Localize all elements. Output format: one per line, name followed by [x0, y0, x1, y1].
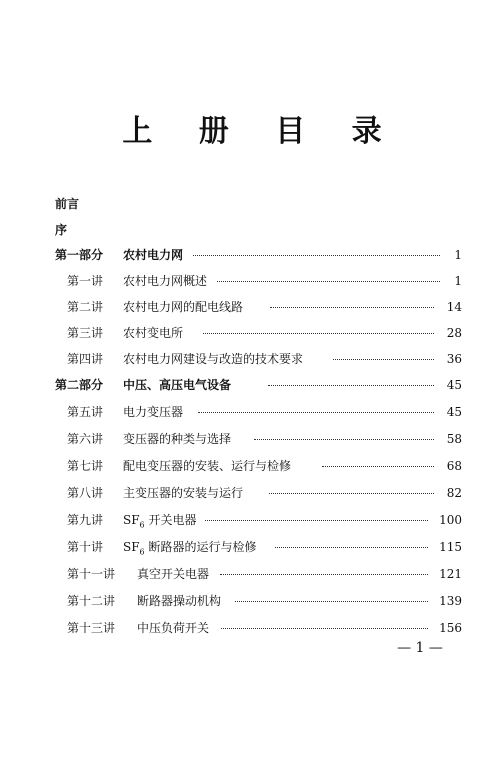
footer-page-number: — 1 — — [397, 640, 443, 656]
toc-leader — [193, 255, 440, 256]
toc-leader — [269, 493, 434, 494]
toc-number: 第十三讲 — [67, 621, 116, 635]
toc-number: 第五讲 — [67, 405, 104, 419]
toc-leader — [217, 281, 440, 282]
toc-lecture-11[interactable] — [0, 566, 504, 582]
toc-label-prefix: SF — [123, 540, 140, 554]
toc-label: 农村电力网的配电线路 — [123, 300, 244, 314]
toc-page: 45 — [446, 378, 462, 392]
toc-label: 农村变电所 — [123, 326, 184, 340]
toc-label: 主变压器的安装与运行 — [123, 486, 244, 500]
toc-label: 农村电力网建设与改造的技术要求 — [123, 352, 304, 366]
toc-part-1[interactable] — [0, 247, 504, 263]
toc-page: 58 — [446, 432, 462, 446]
toc-leader — [322, 466, 434, 467]
toc-leader — [333, 359, 434, 360]
toc-leader — [203, 333, 434, 334]
toc-front-preface: 前言 — [55, 197, 80, 211]
toc-leader — [270, 307, 434, 308]
toc-lecture-9[interactable] — [0, 512, 504, 528]
toc-label-rest: 断路器的运行与检修 — [144, 540, 257, 554]
toc-number: 第九讲 — [67, 513, 104, 527]
toc-label-prefix: SF — [123, 513, 140, 527]
toc-lecture-2[interactable] — [0, 299, 504, 315]
toc-page: 1 — [454, 248, 462, 262]
toc-number: 第十讲 — [67, 540, 104, 554]
toc-lecture-4[interactable] — [0, 351, 504, 367]
toc-label: 农村电力网概述 — [123, 274, 208, 288]
toc-page: 121 — [439, 567, 462, 581]
toc-page: 45 — [446, 405, 462, 419]
toc-page: 156 — [439, 621, 462, 635]
toc-lecture-12[interactable] — [0, 593, 504, 609]
toc-leader — [235, 601, 428, 602]
toc-lecture-3[interactable] — [0, 325, 504, 341]
toc-leader — [220, 574, 428, 575]
toc-page: 28 — [446, 326, 462, 340]
toc-label: 变压器的种类与选择 — [123, 432, 232, 446]
toc-page: 36 — [446, 352, 462, 366]
toc-number: 第六讲 — [67, 432, 104, 446]
toc-lecture-10[interactable] — [0, 539, 504, 555]
toc-label: 中压负荷开关 — [137, 621, 210, 635]
page-title: 上 册 目 录 — [122, 114, 400, 149]
toc-number: 第一讲 — [67, 274, 104, 288]
toc-lecture-13[interactable] — [0, 620, 504, 636]
toc-leader — [275, 547, 428, 548]
toc-page: 139 — [439, 594, 462, 608]
toc-leader — [254, 439, 434, 440]
toc-leader — [221, 628, 428, 629]
toc-label — [123, 512, 196, 533]
toc-number: 第八讲 — [67, 486, 104, 500]
toc-number: 第二讲 — [67, 300, 104, 314]
toc-number: 第十一讲 — [67, 567, 116, 581]
toc-lecture-1[interactable] — [0, 273, 504, 289]
toc-part-2[interactable] — [0, 377, 504, 393]
toc-page: 115 — [439, 540, 462, 554]
toc-page: 14 — [446, 300, 462, 314]
toc-number: 第二部分 — [55, 378, 104, 392]
toc-leader — [205, 520, 428, 521]
toc-label: 农村电力网 — [123, 248, 184, 262]
toc-lecture-7[interactable] — [0, 458, 504, 474]
toc-label-rest: 开关电器 — [144, 513, 197, 527]
toc-front-foreword: 序 — [55, 223, 68, 237]
toc-number: 第四讲 — [67, 352, 104, 366]
toc-label: 断路器操动机构 — [137, 594, 222, 608]
toc-number: 第七讲 — [67, 459, 104, 473]
toc-label: 配电变压器的安装、运行与检修 — [123, 459, 292, 473]
toc-label: 电力变压器 — [123, 405, 184, 419]
toc-lecture-6[interactable] — [0, 431, 504, 447]
toc-number: 第一部分 — [55, 248, 104, 262]
toc-label: 真空开关电器 — [137, 567, 210, 581]
toc-label: 中压、高压电气设备 — [123, 378, 232, 392]
toc-number: 第三讲 — [67, 326, 104, 340]
toc-label-subscript: 6 — [139, 520, 145, 530]
toc-page: 82 — [446, 486, 462, 500]
toc-page: 68 — [446, 459, 462, 473]
toc-leader — [198, 412, 434, 413]
toc-lecture-5[interactable] — [0, 404, 504, 420]
toc-page: 1 — [454, 274, 462, 288]
toc-lecture-8[interactable] — [0, 485, 504, 501]
toc-page: 100 — [439, 513, 462, 527]
toc-number: 第十二讲 — [67, 594, 116, 608]
toc-label — [123, 539, 256, 560]
toc-label-subscript: 6 — [139, 547, 145, 557]
toc-leader — [268, 385, 434, 386]
